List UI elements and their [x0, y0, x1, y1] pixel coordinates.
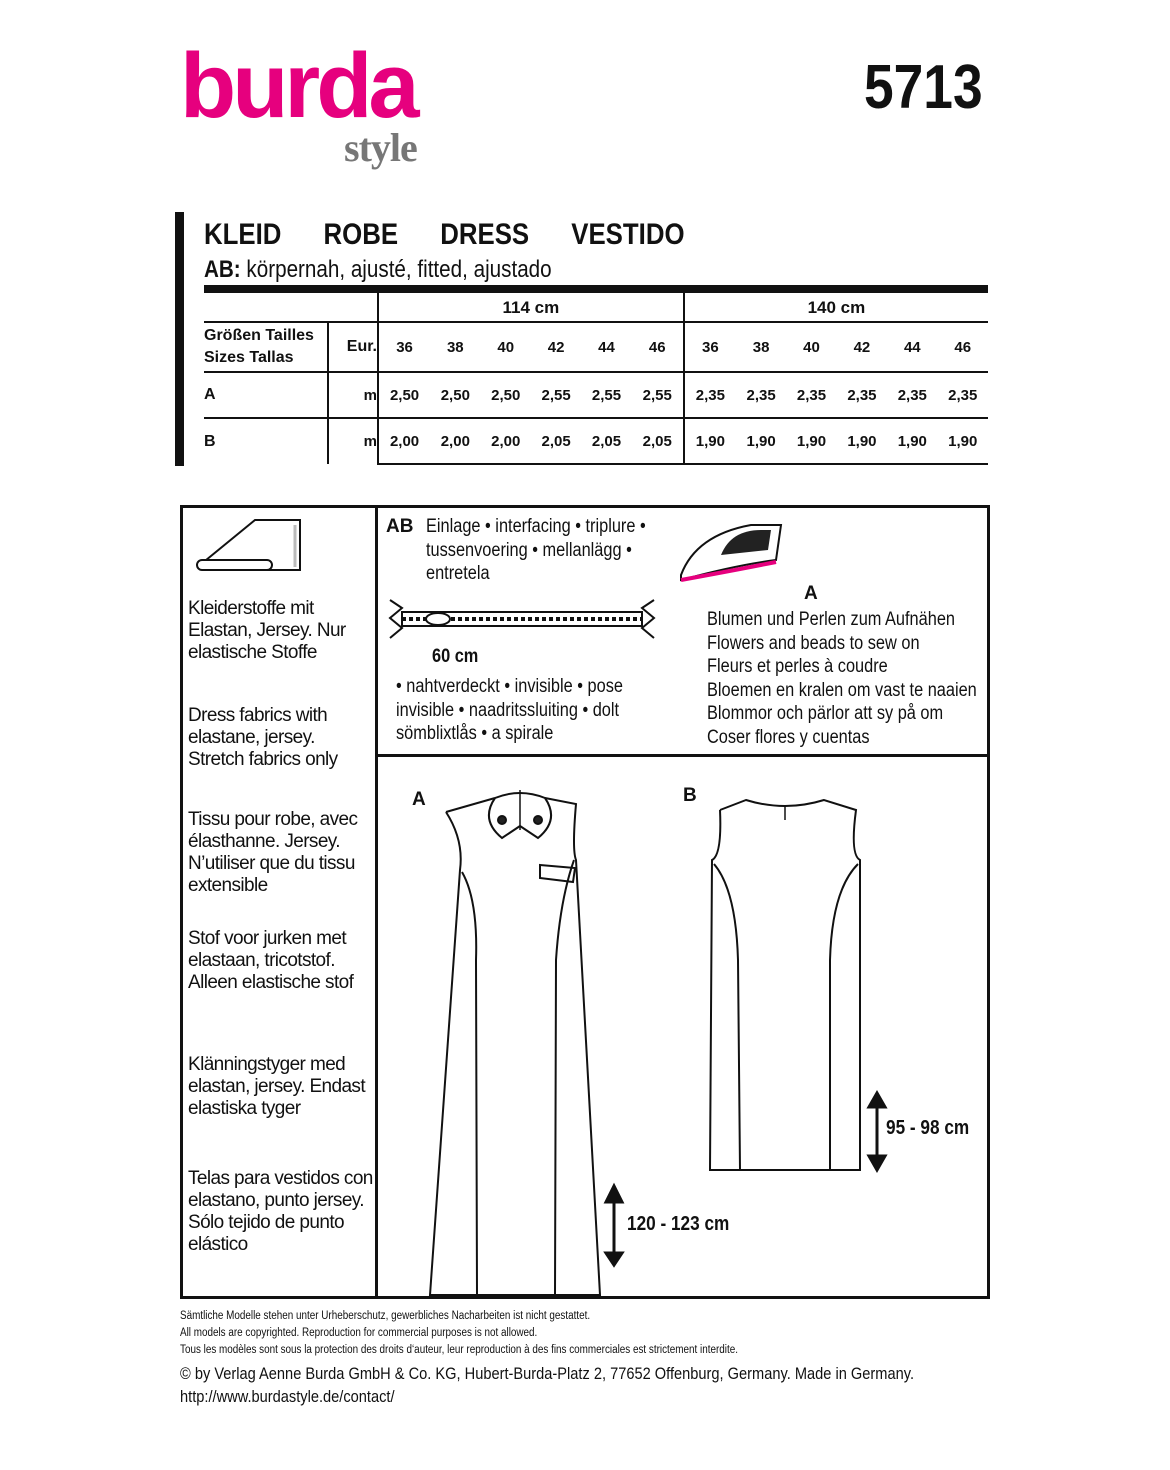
- yardage-cell: 2,00: [378, 418, 430, 464]
- yardage-cell: 2,55: [581, 372, 631, 418]
- yardage-cell: 2,35: [786, 372, 836, 418]
- page-title: KLEID ROBE DRESS VESTIDO: [204, 218, 685, 251]
- size-cell: 46: [632, 322, 684, 372]
- embellish-line: Fleurs et perles à coudre: [707, 656, 888, 677]
- embellish-label: A: [804, 583, 818, 604]
- size-cell: 44: [887, 322, 937, 372]
- yardage-cell: 1,90: [786, 418, 836, 464]
- view-b-label: B: [683, 785, 697, 806]
- yardage-cell: 2,05: [632, 418, 684, 464]
- length-arrow-b: [869, 1093, 885, 1170]
- fabric-recommendation: Stof voor jurken met elastaan, tricotstof. Alleen elastische stof: [188, 928, 354, 993]
- copyright-en: All models are copyrighted. Reproduction for commercial purposes is not allowed.: [180, 1327, 538, 1339]
- title-bar: [175, 212, 184, 466]
- contact-link[interactable]: http://www.burdastyle.de/contact/: [180, 1387, 395, 1406]
- publisher-info: © by Verlag Aenne Burda GmbH & Co. KG, Hubert-Burda-Platz 2, 77652 Offenburg, Germany. Made in Germany.: [180, 1364, 915, 1383]
- yardage-cell: 2,50: [481, 372, 531, 418]
- size-label: Größen Tailles Sizes Tallas: [204, 322, 328, 372]
- yardage-cell: 2,35: [736, 372, 786, 418]
- zipper-length: 60 cm: [432, 646, 479, 667]
- width-header: 114 cm: [378, 286, 684, 322]
- fabric-recommendation: Dress fabrics with elastane, jersey. Stretch fabrics only: [188, 705, 338, 770]
- yardage-cell: 1,90: [938, 418, 989, 464]
- yardage-cell: 1,90: [736, 418, 786, 464]
- view-label: B: [204, 418, 328, 464]
- yardage-cell: 2,35: [938, 372, 989, 418]
- yardage-cell: 2,35: [684, 372, 736, 418]
- copyright-fr: Tous les modèles sont sous la protection des droits d‘auteur, leur reproduction à des fins commerciales est strictement interdite.: [180, 1344, 738, 1356]
- unit-label: m: [328, 418, 378, 464]
- zipper-icon: [388, 598, 658, 640]
- size-cell: 38: [430, 322, 480, 372]
- pattern-number: 5713: [864, 53, 983, 122]
- yardage-cell: 2,35: [887, 372, 937, 418]
- embellish-line: Coser flores y cuentas: [707, 726, 870, 748]
- fabric-recommendation: Klänningstyger med elastan, jersey. Endast elastiska tyger: [188, 1054, 366, 1119]
- yardage-cell: 2,00: [430, 418, 480, 464]
- style-logo: style: [344, 125, 417, 170]
- yardage-table: [204, 286, 988, 465]
- burda-logo: burda: [180, 35, 416, 137]
- view-b-length: 95 - 98 cm: [886, 1117, 970, 1139]
- width-header: 140 cm: [684, 286, 988, 322]
- embellish-line: Blumen und Perlen zum Aufnähen: [707, 609, 955, 630]
- yardage-cell: 2,50: [378, 372, 430, 418]
- size-cell: 36: [684, 322, 736, 372]
- yardage-cell: 2,05: [531, 418, 581, 464]
- view-a-label: A: [412, 789, 426, 810]
- yardage-cell: 1,90: [837, 418, 887, 464]
- size-cell: 46: [938, 322, 989, 372]
- fabric-bolt-icon: [195, 515, 315, 575]
- fabric-recommendation: Tissu pour robe, avec élasthanne. Jersey. N’utiliser que du tissu extensible: [188, 809, 358, 896]
- embellish-line: Flowers and beads to sew on: [707, 632, 920, 654]
- zipper-text: • nahtverdeckt • invisible • pose invisible • naadritssluiting • dolt sömblixtlås • a spirale: [396, 676, 623, 744]
- unit-label: m: [328, 372, 378, 418]
- fit-description: AB: körpernah, ajusté, fitted, ajustado: [204, 256, 552, 283]
- copyright-de: Sämtliche Modelle stehen unter Urheberschutz, gewerbliches Nacharbeiten ist nicht gestattet.: [180, 1310, 591, 1322]
- yardage-cell: 1,90: [887, 418, 937, 464]
- embellish-text: [707, 608, 1021, 749]
- iron-icon: [676, 520, 786, 590]
- yardage-cell: 2,00: [481, 418, 531, 464]
- size-cell: 44: [581, 322, 631, 372]
- fabric-recommendation: Kleiderstoffe mit Elastan, Jersey. Nur elastische Stoffe: [188, 598, 346, 663]
- yardage-cell: 2,55: [531, 372, 581, 418]
- dress-b-drawing: [710, 800, 860, 1170]
- yardage-cell: 2,50: [430, 372, 480, 418]
- dress-a-drawing: [430, 790, 600, 1295]
- size-cell: 40: [481, 322, 531, 372]
- yardage-cell: 1,90: [684, 418, 736, 464]
- size-cell: 38: [736, 322, 786, 372]
- yardage-cell: 2,05: [581, 418, 631, 464]
- size-cell: 40: [786, 322, 836, 372]
- yardage-cell: 2,35: [837, 372, 887, 418]
- size-cell: 42: [531, 322, 581, 372]
- interfacing-label: AB: [386, 516, 414, 537]
- eur-label: Eur.: [328, 322, 378, 372]
- interfacing-text: Einlage • interfacing • triplure • tussenvoering • mellanlägg • entretela: [426, 516, 646, 584]
- embellish-line: Bloemen en kralen om vast te naaien: [707, 679, 977, 701]
- view-label: A: [204, 372, 328, 418]
- embellish-line: Blommor och pärlor att sy på om: [707, 703, 944, 724]
- yardage-cell: 2,55: [632, 372, 684, 418]
- length-arrow-a: [606, 1186, 622, 1265]
- size-cell: 36: [378, 322, 430, 372]
- fabric-recommendation: Telas para vestidos con elastano, punto jersey. Sólo tejido de punto elástico: [188, 1168, 373, 1255]
- view-a-length: 120 - 123 cm: [627, 1213, 730, 1235]
- size-cell: 42: [837, 322, 887, 372]
